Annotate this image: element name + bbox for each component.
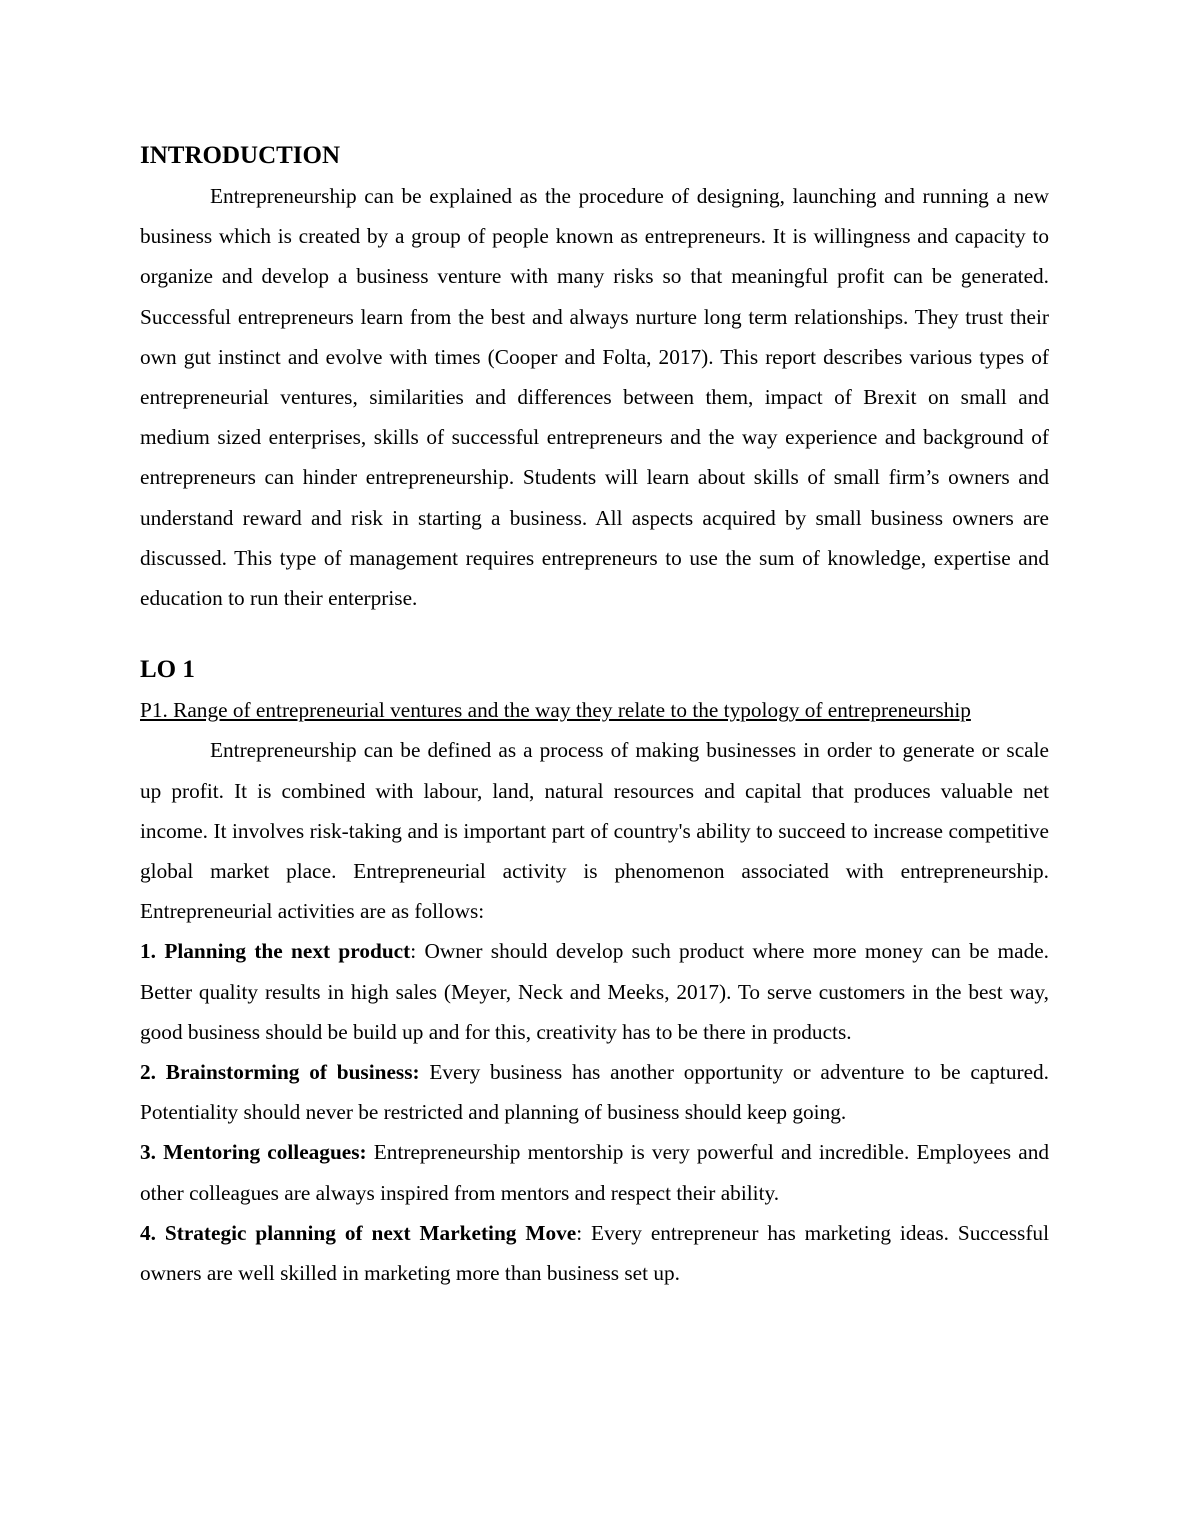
activity-item-1	[140, 931, 1049, 1052]
activity-item-2	[140, 1052, 1049, 1132]
introduction-paragraph: Entrepreneurship can be explained as the procedure of designing, launching and running a new business which is created by a group of people known as entrepreneurs. It is willingness and capacity to organize and develop a business venture with many risks so that meaningful profit can be generated. Successful entrepreneurs learn from the best and always nurture long term relationships. They trust their own gut instinct and evolve with times (Cooper and Folta, 2017). This report describes various types of entrepreneurial ventures, similarities and differences between them, impact of Brexit on small and medium sized enterprises, skills of successful entrepreneurs and the way experience and background of entrepreneurs can hinder entrepreneurship. Students will learn about skills of small firm’s owners and understand reward and risk in starting a business. All aspects acquired by small business owners are discussed. This type of management requires entrepreneurs to use the sum of knowledge, expertise and education to run their enterprise.	[140, 184, 1049, 611]
activity-item-1-text: : Owner should develop such product where more money can be made. Better quality results in high sales (Meyer, Neck and Meeks, 2017). To serve customers in the best way, good business should be build up and for this, creativity has to be there in products.	[140, 939, 1049, 1044]
activity-item-4-text: : Every entrepreneur has marketing ideas. Successful owners are well skilled in marketing more than business set up.	[140, 1220, 1049, 1286]
lo1-paragraph: Entrepreneurship can be defined as a process of making businesses in order to generate or scale up profit. It is combined with labour, land, natural resources and capital that produces valuable net income. It involves risk-taking and is important part of country's ability to succeed to increase competitive global market place. Entrepreneurial activity is phenomenon associated with entrepreneurship. Entrepreneurial activities are as follows:	[140, 738, 1049, 924]
activity-item-1-title: 1. Planning the next product	[140, 939, 411, 964]
activity-item-2-text: Every business has another opportunity or adventure to be captured. Potentiality should never be restricted and planning of business should keep going.	[140, 1060, 1049, 1125]
activity-item-2-title: 2. Brainstorming of business:	[140, 1060, 420, 1085]
activity-item-3-text: Entrepreneurship mentorship is very powerful and incredible. Employees and other colleagues are always inspired from mentors and respect their ability.	[140, 1140, 1049, 1205]
activity-item-3-title: 3. Mentoring colleagues:	[140, 1140, 367, 1165]
activity-item-4-title: 4. Strategic planning of next Marketing Move	[140, 1220, 577, 1245]
document-page	[140, 138, 1049, 1293]
p1-subheading: P1. Range of entrepreneurial ventures and the way they relate to the typology of entrepreneurship	[140, 698, 971, 723]
activity-item-4	[140, 1213, 1049, 1293]
lo1-heading: LO 1	[140, 656, 195, 684]
introduction-heading: INTRODUCTION	[140, 142, 341, 169]
activity-item-3	[140, 1132, 1049, 1212]
